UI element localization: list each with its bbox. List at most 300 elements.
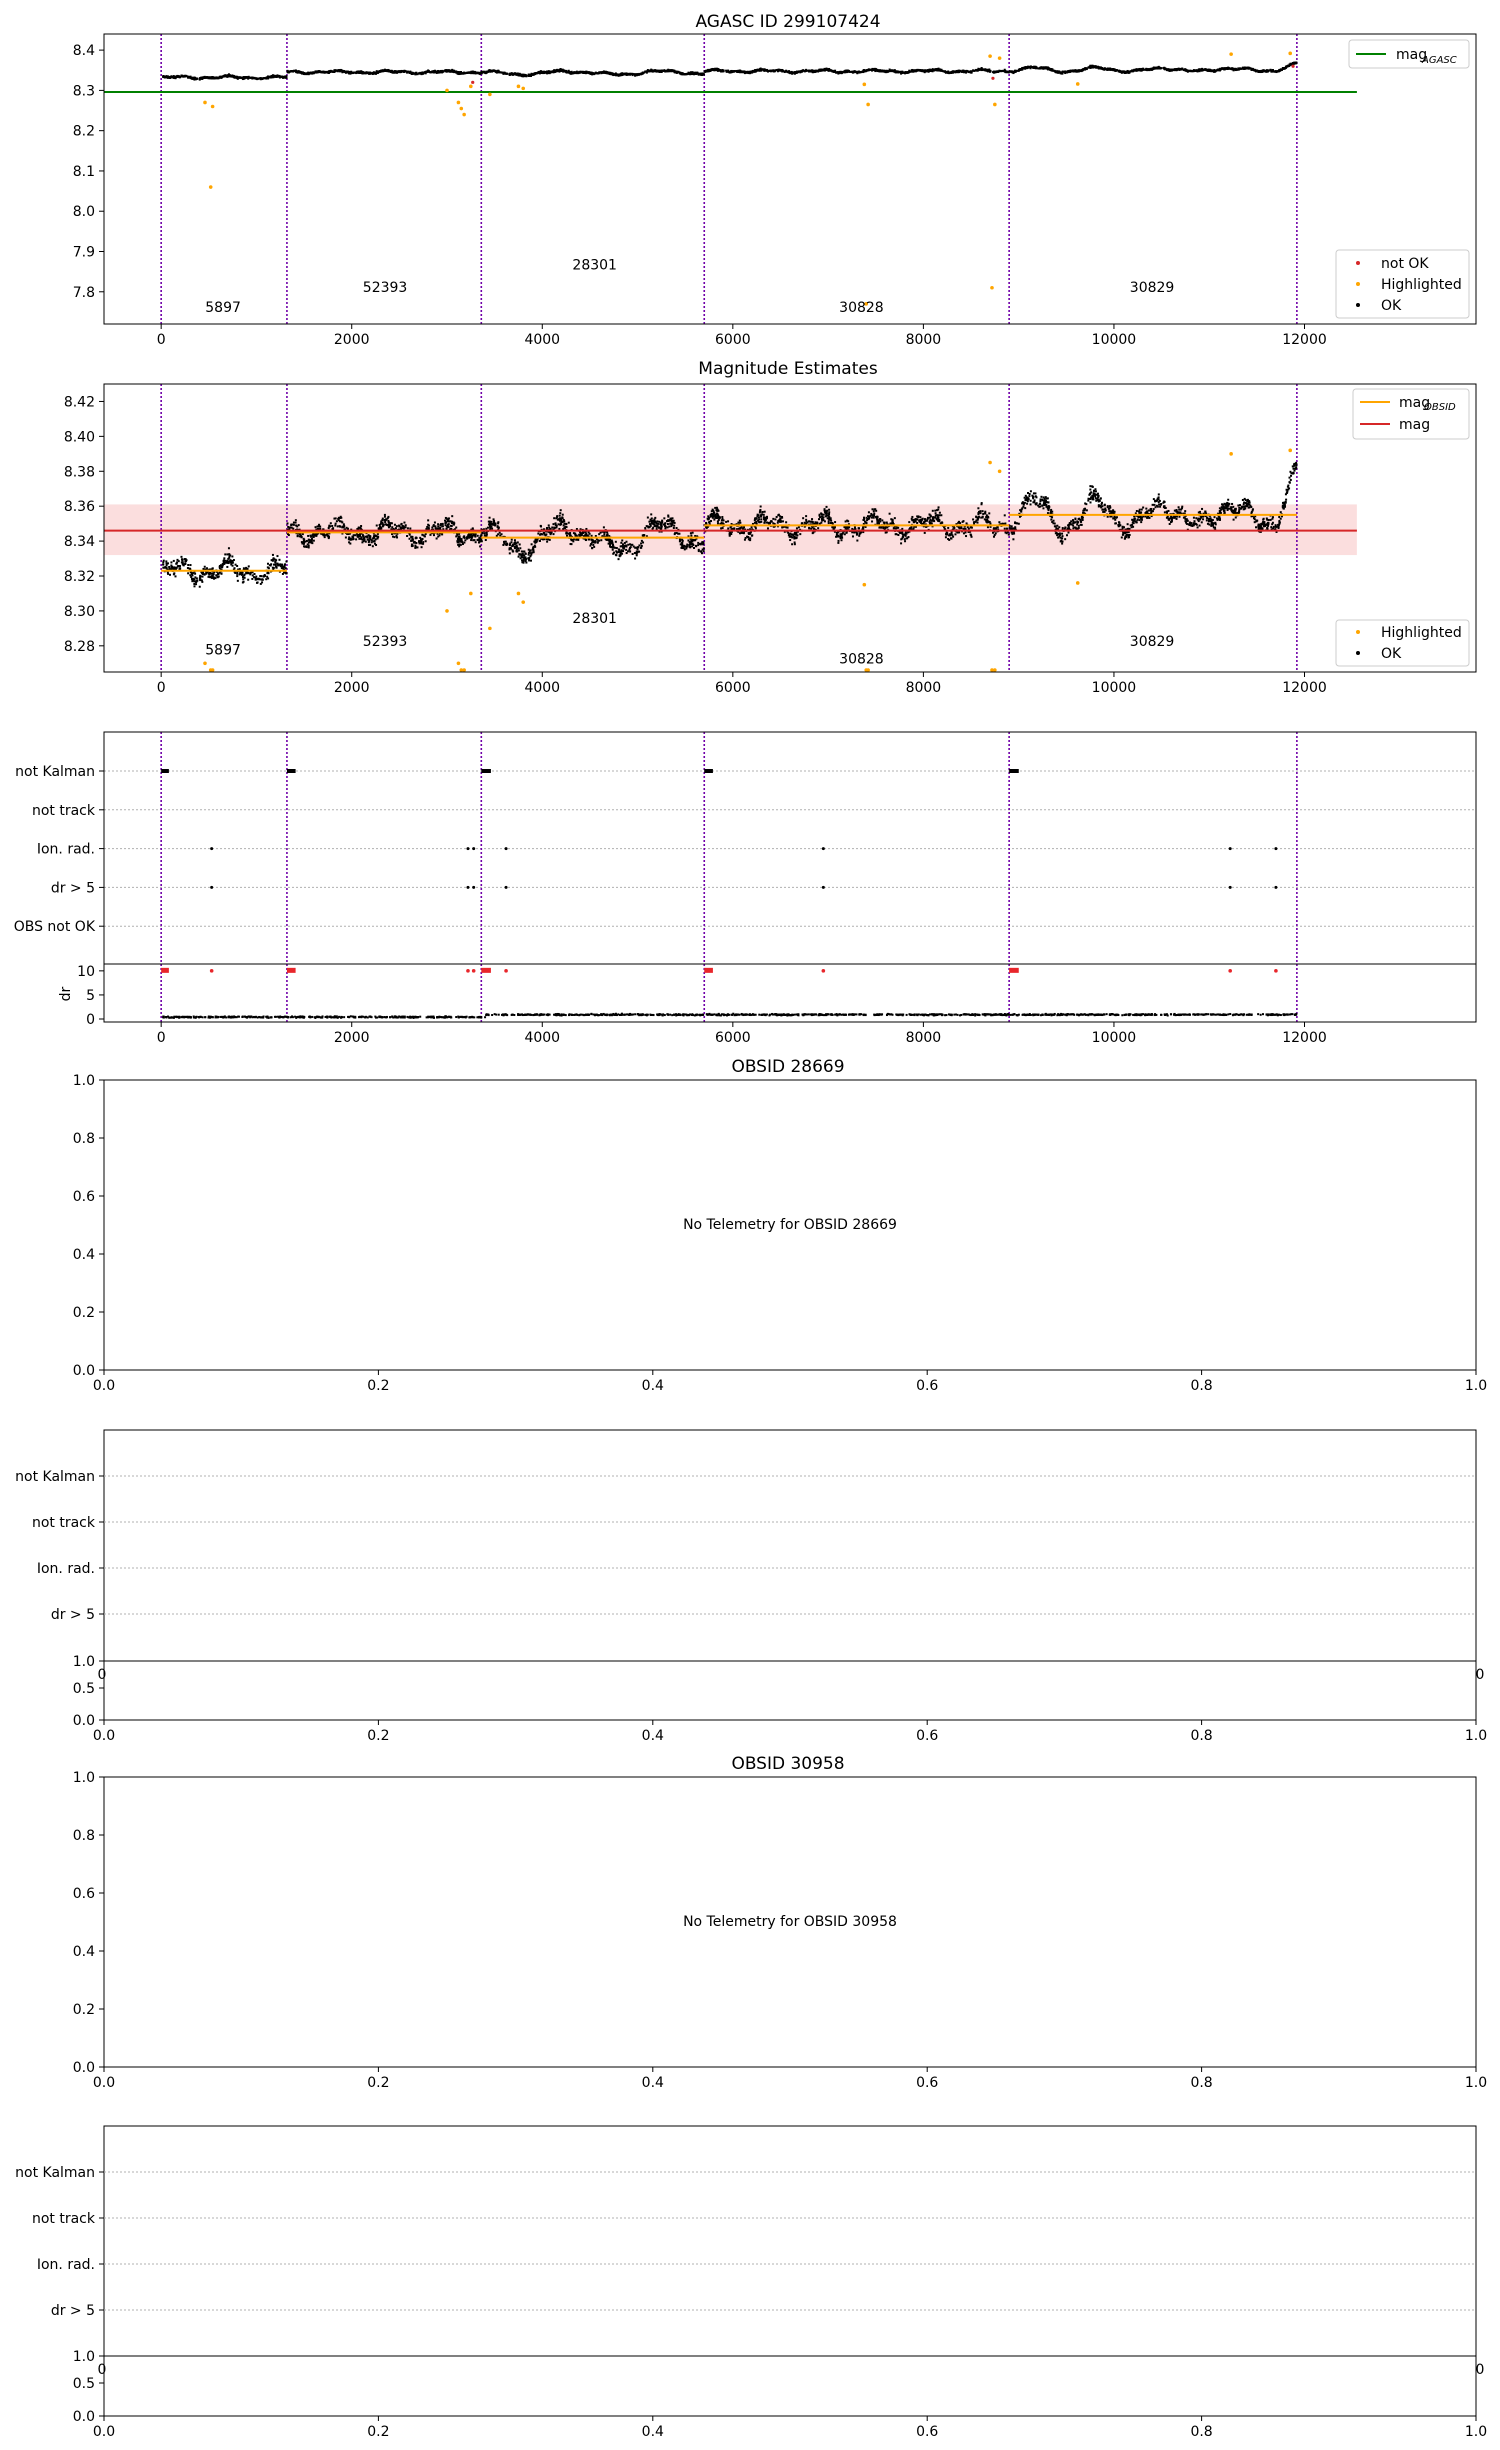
p2-point (166, 565, 168, 567)
p1-point (1136, 69, 1138, 71)
p2-point (311, 538, 313, 540)
p1-point (1258, 70, 1260, 72)
p1-point (192, 78, 194, 80)
p2-point (616, 547, 618, 549)
p2-point (1231, 503, 1233, 505)
p2-point (330, 522, 332, 524)
p2-point (668, 526, 670, 528)
p1-point (643, 71, 645, 73)
p2-point (509, 552, 511, 554)
p2-point (947, 538, 949, 540)
p1-point (352, 72, 354, 74)
p1-point (918, 69, 920, 71)
p2-point (396, 535, 398, 537)
p1-point (1160, 67, 1162, 69)
p1-point (285, 77, 287, 79)
p1-point (365, 72, 367, 74)
p1-point (293, 70, 295, 72)
p2-point (1224, 512, 1226, 514)
p1-point (566, 72, 568, 74)
p1-point (1044, 67, 1046, 69)
p1-point (469, 71, 471, 73)
p2-point (1028, 495, 1030, 497)
p1-point (989, 70, 991, 72)
p1-point (453, 70, 455, 72)
p2-point (1137, 518, 1139, 520)
p2-point (1290, 475, 1292, 477)
p1-point (1212, 70, 1214, 72)
p1-point (530, 74, 532, 76)
p1-highlighted-point (462, 113, 466, 117)
p1-point (833, 71, 835, 73)
p1-point (966, 70, 968, 72)
p1-point (828, 69, 830, 71)
p1-point (162, 76, 164, 78)
p1-highlighted-point (517, 85, 521, 89)
p1-point (868, 69, 870, 71)
p2-point (503, 543, 505, 545)
p2-point (1242, 499, 1244, 501)
p2-point (409, 538, 411, 540)
p2-point (881, 519, 883, 521)
p1-point (1023, 67, 1025, 69)
p1-point (1134, 69, 1136, 71)
p1-point (1084, 67, 1086, 69)
p1-point (693, 73, 695, 75)
p2-point (1278, 516, 1280, 518)
p2-point (445, 528, 447, 530)
p1-point (588, 72, 590, 74)
p2-point (519, 547, 521, 549)
p1-point (848, 70, 850, 72)
p1-point (463, 73, 465, 75)
p1-xtick-label: 8000 (905, 332, 942, 348)
p2-point (1136, 510, 1138, 512)
p1-point (539, 72, 541, 74)
p1-point (690, 73, 692, 75)
p2-point (982, 513, 984, 515)
p2-point (168, 566, 170, 568)
panel-mag-estimates (64, 359, 1476, 696)
panel-agasc-frame (104, 34, 1476, 324)
p1-point (1047, 67, 1049, 69)
p2-point (791, 543, 793, 545)
p2-point (470, 539, 472, 541)
p2-point (460, 544, 462, 546)
p1-point (1170, 69, 1172, 71)
p1-point (1162, 67, 1164, 69)
p1-point (448, 70, 450, 72)
p1-point (495, 71, 497, 73)
p1-highlighted-point (445, 89, 449, 93)
p2-point (1090, 491, 1092, 493)
p1-highlighted-point (1288, 52, 1292, 56)
p1-point (726, 71, 728, 73)
p1-point (839, 72, 841, 74)
p1-point (196, 78, 198, 80)
p2-point (530, 560, 532, 562)
p1-point (1039, 67, 1041, 69)
p1-point (521, 75, 523, 77)
p1-point (1230, 68, 1232, 70)
p1-ytick-label: 8.2 (72, 123, 95, 140)
p1-point (1204, 69, 1206, 71)
p1-point (230, 75, 232, 77)
p1-xtick-label: 6000 (715, 332, 751, 348)
p1-point (378, 71, 380, 73)
p2-point (226, 566, 228, 568)
p2-point (905, 535, 907, 537)
p2-point (233, 567, 235, 569)
p1-point (1018, 69, 1020, 71)
p1-point (1166, 68, 1168, 70)
p2-point (252, 574, 254, 576)
p1-point (528, 74, 530, 76)
p2-point (802, 517, 804, 519)
p1-point (277, 76, 279, 78)
p1-point (434, 70, 436, 72)
p1-point (622, 74, 624, 76)
p2-point (647, 517, 649, 519)
p2-point (267, 563, 269, 565)
p1-point (450, 71, 452, 73)
p1-point (956, 71, 958, 73)
p2-point (858, 527, 860, 529)
p1-point (925, 70, 927, 72)
p1-point (279, 77, 281, 79)
p1-point (1195, 69, 1197, 71)
p1-point (481, 71, 483, 73)
panel-mag-title: Magnitude Estimates (698, 359, 878, 379)
p1-point (856, 71, 858, 73)
p1-point (1289, 64, 1291, 66)
p1-point (936, 69, 938, 71)
p2-point (685, 546, 687, 548)
p1-highlighted-point (998, 56, 1002, 60)
p1-point (942, 70, 944, 72)
p2-point (180, 556, 182, 558)
p1-point (1292, 62, 1294, 64)
p1-point (801, 70, 803, 72)
p1-point (394, 71, 396, 73)
p1-point (217, 77, 219, 79)
p1-point (700, 74, 702, 76)
p1-xtick-label: 4000 (524, 332, 561, 348)
p2-point (841, 539, 843, 541)
p1-point (1295, 62, 1297, 64)
p2-point (727, 527, 729, 529)
p2-point (894, 517, 896, 519)
p1-point (1236, 69, 1238, 71)
p1-point (904, 72, 906, 74)
p1-point (533, 72, 535, 74)
p2-point (457, 544, 459, 546)
p1-point (247, 78, 249, 80)
p1-highlighted-point (209, 185, 213, 189)
p1-xtick-label: 0 (156, 332, 166, 348)
p1-point (429, 71, 431, 73)
p1-point (615, 74, 617, 76)
p2-point (463, 535, 465, 537)
p1-point (938, 69, 940, 71)
p1-point (260, 78, 262, 80)
p1-point (744, 71, 746, 73)
p2-point (828, 509, 830, 511)
p1-point (362, 72, 364, 74)
p2-point (934, 510, 936, 512)
p1-point (1064, 71, 1066, 73)
p2-point (895, 527, 897, 529)
p1-point (486, 71, 488, 73)
p2-point (1061, 543, 1063, 545)
p2-point (927, 518, 929, 520)
p2-point (1089, 489, 1091, 491)
p1-point (1201, 69, 1203, 71)
p1-point (248, 76, 250, 78)
p1-point (381, 69, 383, 71)
p1-point (1276, 70, 1278, 72)
p1-highlighted-point (863, 83, 867, 87)
p1-point (746, 72, 748, 74)
p1-point (720, 70, 722, 72)
p1-point (1035, 67, 1037, 69)
p1-point (1193, 70, 1195, 72)
p2-point (794, 541, 796, 543)
p1-point (821, 69, 823, 71)
p1-point (907, 71, 909, 73)
p1-point (591, 73, 593, 75)
p1-ytick-label: 8.1 (72, 163, 95, 180)
p1-point (1238, 68, 1240, 70)
p1-point (237, 78, 239, 80)
p1-point (1182, 69, 1184, 71)
p2-point (965, 535, 967, 537)
p1-point (846, 71, 848, 73)
p1-highlighted-point (469, 85, 473, 89)
p1-point (1189, 70, 1191, 72)
p2-point (751, 526, 753, 528)
p1-point (712, 69, 714, 71)
p1-point (369, 72, 371, 74)
p1-point (751, 71, 753, 73)
p1-point (789, 71, 791, 73)
p1-point (402, 70, 404, 72)
p1-point (714, 69, 716, 71)
p1-point (629, 73, 631, 75)
p1-point (510, 73, 512, 75)
p1-point (242, 78, 244, 80)
p1-point (424, 72, 426, 74)
p2-point (904, 538, 906, 540)
p1-xtick-label: 2000 (333, 332, 370, 348)
p2-point (987, 526, 989, 528)
p1-point (557, 69, 559, 71)
p1-point (1095, 65, 1097, 67)
p1-point (459, 72, 461, 74)
p1-point (953, 70, 955, 72)
p1-point (559, 69, 561, 71)
p1-point (504, 72, 506, 74)
p2-point (661, 520, 663, 522)
p2-point (1043, 496, 1045, 498)
p2-point (421, 534, 423, 536)
p1-point (971, 70, 973, 72)
p2-point (552, 523, 554, 525)
p2-point (384, 516, 386, 518)
legend-mag-agasc: mag (1396, 47, 1428, 63)
p1-point (1015, 71, 1017, 73)
p2-point (477, 535, 479, 537)
p1-point (980, 68, 982, 70)
p2-point (779, 515, 781, 517)
p2-point (1158, 503, 1160, 505)
p1-point (546, 71, 548, 73)
p2-point (897, 527, 899, 529)
p2-point (1199, 525, 1201, 527)
p1-point (478, 72, 480, 74)
p1-point (593, 72, 595, 74)
p1-point (226, 75, 228, 77)
p1-not-ok-point (471, 81, 474, 84)
p2-point (479, 545, 481, 547)
p1-point (497, 71, 499, 73)
p2-point (272, 554, 274, 556)
p2-point (988, 512, 990, 514)
p2-point (828, 520, 830, 522)
p1-ytick-label: 8.4 (72, 43, 95, 60)
p1-point (493, 70, 495, 72)
p1-point (445, 70, 447, 72)
p2-point (391, 526, 393, 528)
p2-point (1030, 503, 1032, 505)
p1-point (1116, 69, 1118, 71)
p1-point (796, 71, 798, 73)
p1-point (618, 75, 620, 77)
p1-ytick-label: 8.0 (72, 204, 95, 221)
p2-point (1152, 504, 1154, 506)
p1-highlighted-point (1229, 52, 1233, 56)
p1-point (890, 70, 892, 72)
p1-point (350, 72, 352, 74)
p1-point (982, 69, 984, 71)
p1-point (603, 71, 605, 73)
p1-point (749, 71, 751, 73)
p1-point (343, 71, 345, 73)
p1-point (607, 71, 609, 73)
p1-point (201, 78, 203, 80)
p1-point (878, 70, 880, 72)
p1-point (1151, 68, 1153, 70)
p1-point (1128, 72, 1130, 74)
p1-point (670, 70, 672, 72)
p1-point (1210, 69, 1212, 71)
p1-point (190, 76, 192, 78)
p1-point (204, 77, 206, 79)
p2-point (868, 511, 870, 513)
p1-point (627, 73, 629, 75)
p1-point (262, 78, 264, 80)
p1-point (765, 69, 767, 71)
p1-point (283, 76, 285, 78)
p1-point (1081, 69, 1083, 71)
p1-point (1224, 68, 1226, 70)
p1-point (738, 70, 740, 72)
p2-point (615, 541, 617, 543)
p1-point (388, 70, 390, 72)
p1-point (736, 70, 738, 72)
p1-point (841, 71, 843, 73)
p1-point (512, 73, 514, 75)
p1-point (1122, 70, 1124, 72)
p2-point (511, 539, 513, 541)
legend-highlighted: Highlighted (1381, 277, 1462, 293)
p1-point (245, 77, 247, 79)
p1-point (1124, 72, 1126, 74)
p2-point (518, 549, 520, 551)
p1-point (656, 71, 658, 73)
p1-point (1139, 68, 1141, 70)
p2-point (592, 544, 594, 546)
p2-point (1170, 521, 1172, 523)
p1-highlighted-point (988, 54, 992, 58)
p1-point (1131, 69, 1133, 71)
p1-point (1184, 69, 1186, 71)
p2-point (1004, 528, 1006, 530)
p1-point (768, 70, 770, 72)
p1-point (895, 71, 897, 73)
p1-point (793, 72, 795, 74)
p1-point (571, 71, 573, 73)
p1-point (658, 70, 660, 72)
p1-point (358, 71, 360, 73)
p1-point (819, 69, 821, 71)
p1-point (777, 70, 779, 72)
p2-point (1178, 516, 1180, 518)
p1-point (774, 69, 776, 71)
p2-point (1011, 525, 1013, 527)
p2-point (170, 561, 172, 563)
p1-point (1062, 71, 1064, 73)
p1-point (329, 71, 331, 73)
p2-point (174, 575, 176, 577)
p1-point (811, 69, 813, 71)
p2-point (551, 527, 553, 529)
p2-point (763, 522, 765, 524)
p1-point (782, 70, 784, 72)
p2-point (1280, 511, 1282, 513)
p1-highlighted-point (203, 101, 207, 105)
p1-point (1088, 66, 1090, 68)
p2-point (559, 512, 561, 514)
p2-point (384, 514, 386, 516)
p1-point (706, 70, 708, 72)
p1-point (612, 74, 614, 76)
p2-point (1238, 509, 1240, 511)
p1-point (850, 71, 852, 73)
p1-point (475, 71, 477, 73)
p1-point (677, 71, 679, 73)
p1-point (813, 71, 815, 73)
p1-xtick-label: 10000 (1091, 332, 1137, 348)
p2-point (1201, 521, 1203, 523)
p1-point (754, 69, 756, 71)
p1-point (653, 70, 655, 72)
p1-point (412, 73, 414, 75)
p2-point (1006, 528, 1008, 530)
p1-point (433, 71, 435, 73)
p1-ytick-label: 8.3 (72, 83, 95, 100)
p1-point (646, 70, 648, 72)
